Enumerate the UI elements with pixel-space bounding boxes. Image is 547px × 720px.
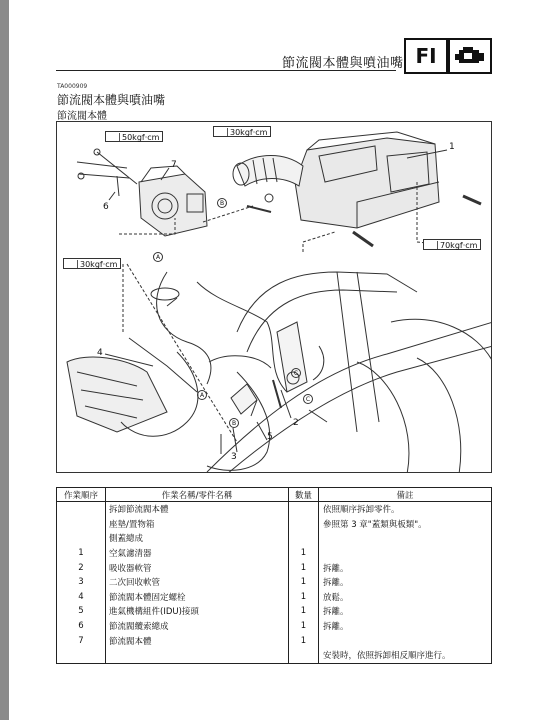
- torque-label: 50kgf·cm: [105, 131, 163, 142]
- page-edge-bar: [0, 0, 9, 720]
- torque-label: 30kgf·cm: [63, 258, 121, 269]
- diagram-drawing: [57, 122, 492, 473]
- torque-label: 30kgf·cm: [213, 126, 271, 137]
- section-subtitle: 節流閥本體: [57, 111, 107, 122]
- engine-icon: [448, 38, 492, 74]
- reference-circle: B: [217, 198, 227, 208]
- column-header: 備註: [319, 488, 492, 502]
- reference-circle: A: [197, 390, 207, 400]
- wrench-icon: [426, 241, 438, 249]
- table-row: 1 空氣濾清器 1: [57, 546, 492, 561]
- reference-circle: C: [303, 394, 313, 404]
- section-title: 節流閥本體與噴油嘴: [57, 93, 166, 107]
- table-row: 座墊/置物箱 參照第 3 章"蓋類與板類"。: [57, 517, 492, 532]
- wrench-icon: [108, 133, 120, 141]
- table-row: 2 吸收器軟管 1 拆離。: [57, 560, 492, 575]
- column-header: 數量: [289, 488, 319, 502]
- callout-number: 6: [103, 202, 109, 212]
- callout-number: 4: [97, 348, 103, 358]
- table-row: 側蓋總成: [57, 531, 492, 546]
- callout-number: 7: [171, 160, 177, 170]
- column-header: 作業名稱/零件名稱: [106, 488, 289, 502]
- table-row: 3 二次回收軟管 1 拆離。: [57, 575, 492, 590]
- table-row: 拆卸節流閥本體 依照順序拆卸零件。: [57, 502, 492, 517]
- table-row: 安裝時，依照拆卸相反順序進行。: [57, 648, 492, 663]
- reference-circle: C: [291, 368, 301, 378]
- section-code: TA000909: [57, 83, 88, 90]
- table-row: 7 節流閥本體 1: [57, 633, 492, 648]
- table-row: 4 節流閥本體固定螺栓 1 放鬆。: [57, 590, 492, 605]
- fi-badge: FI: [404, 38, 448, 74]
- procedure-table: [56, 487, 492, 664]
- table-header-row: [57, 488, 492, 502]
- table-row: 6 節流閥纜索總成 1 拆離。: [57, 619, 492, 634]
- callout-number: 5: [267, 432, 273, 442]
- callout-number: 3: [231, 452, 237, 462]
- table-row: 5 進氣機構組件(IDU)接頭 1 拆離。: [57, 604, 492, 619]
- page-header-title: 節流閥本體與噴油嘴: [282, 56, 404, 71]
- wrench-icon: [66, 260, 78, 268]
- callout-number: 1: [449, 142, 455, 152]
- header-rule: [56, 70, 396, 71]
- reference-circle: B: [229, 418, 239, 428]
- column-header: 作業順序: [57, 488, 106, 502]
- torque-label: 70kgf·cm: [423, 239, 481, 250]
- exploded-diagram: [56, 121, 492, 473]
- reference-circle: A: [153, 252, 163, 262]
- callout-number: 2: [293, 418, 299, 428]
- wrench-icon: [216, 128, 228, 136]
